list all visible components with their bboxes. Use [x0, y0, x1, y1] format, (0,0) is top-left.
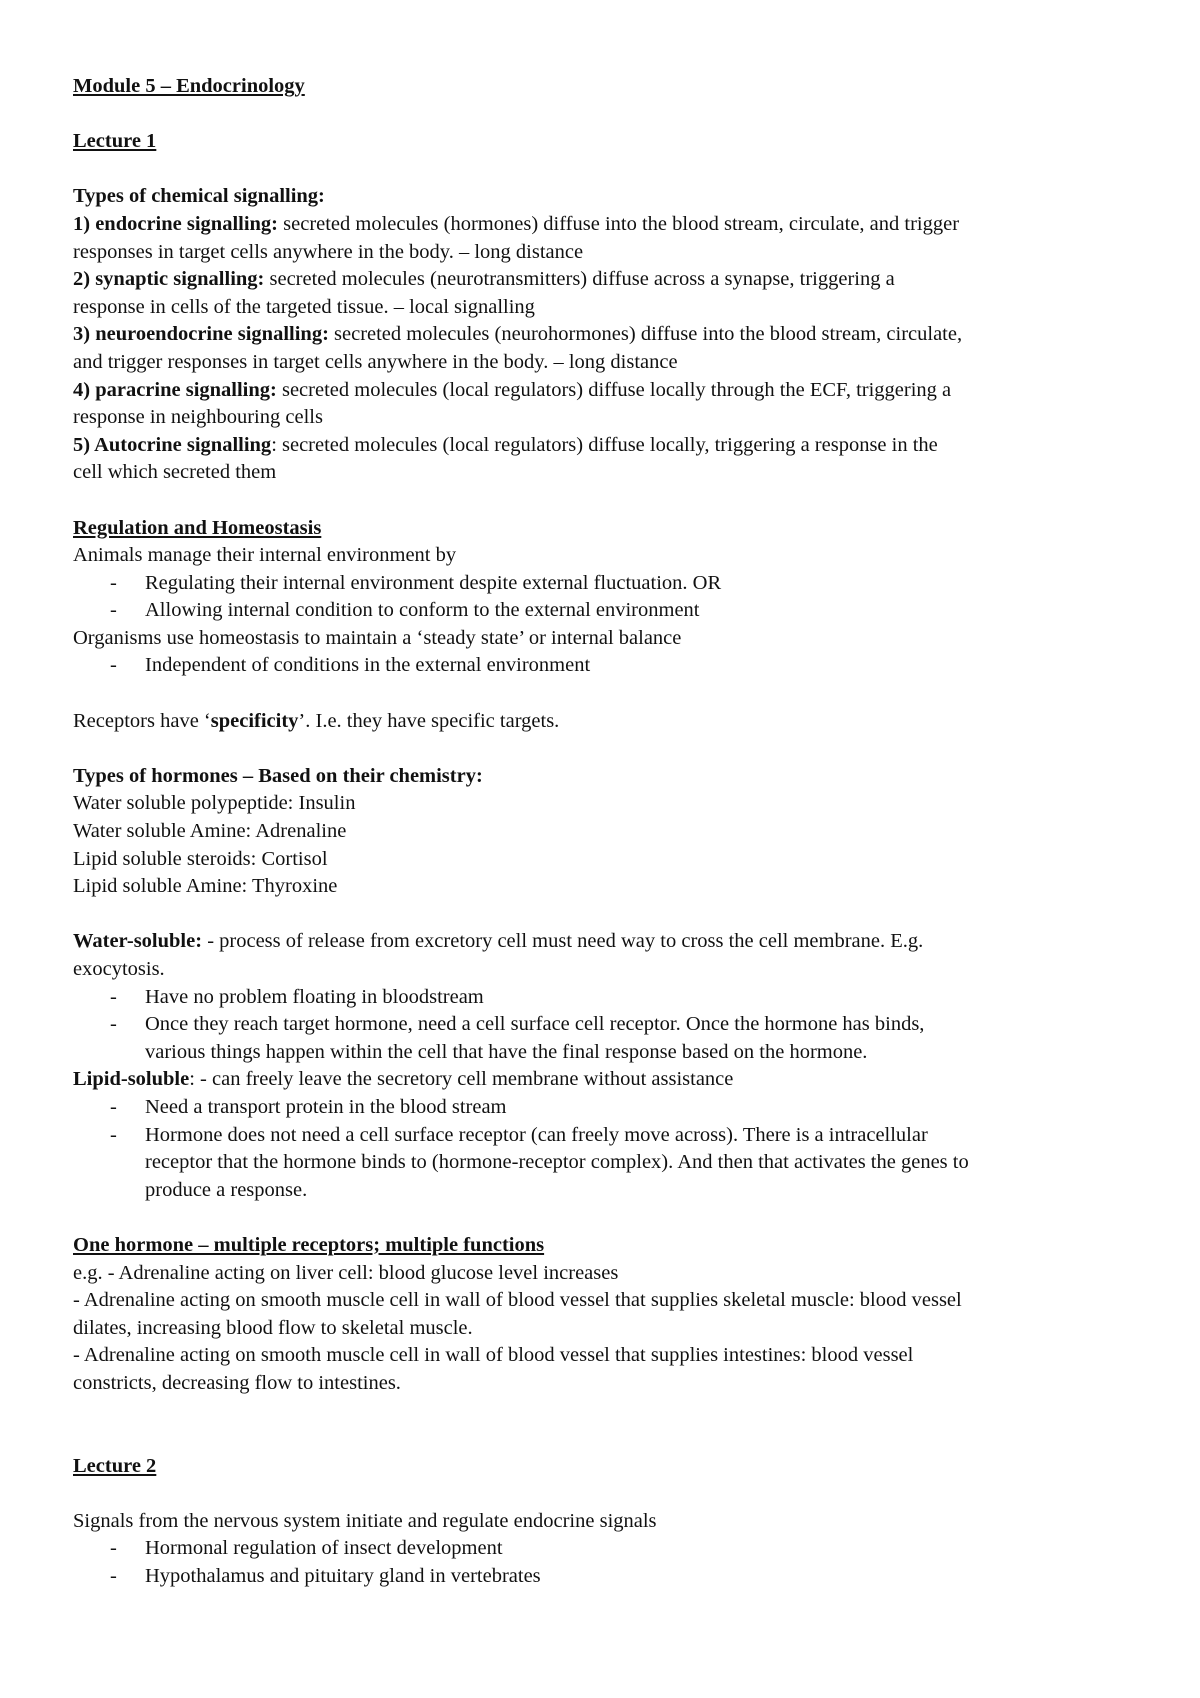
signalling-text: secreted molecules (neurotransmitters) diffuse across a synapse, triggering a — [264, 268, 895, 291]
water-soluble-list-item: - Once they reach target hormone, need a cell surface cell receptor. Once the hormone has binds, — [73, 1011, 1143, 1039]
document-page — [73, 73, 1143, 1591]
one-hormone-line: - Adrenaline acting on smooth muscle cell in wall of blood vessel that supplies intestines: blood vessel — [73, 1344, 914, 1367]
receptors-specificity — [73, 708, 1143, 736]
spacer — [73, 1425, 1143, 1453]
signalling-label: 2) synaptic signalling: — [73, 268, 265, 291]
module-title: Module 5 – Endocrinology — [73, 75, 305, 97]
spacer — [73, 101, 1143, 129]
water-soluble-list-item-cont: various things happen within the cell that have the final response based on the hormone. — [145, 1040, 868, 1063]
signalling-item-neuroendocrine-cont: and trigger responses in target cells anywhere in the body. – long distance — [73, 350, 678, 373]
signalling-item-paracrine — [73, 377, 1143, 405]
hormone-type-item: Water soluble Amine: Adrenaline — [73, 820, 347, 843]
homeostasis-text: Organisms use homeostasis to maintain a ‘steady state’ or internal balance — [73, 626, 682, 649]
water-soluble-list-item: - Have no problem floating in bloodstream — [73, 984, 1143, 1012]
receptors-post: ’. I.e. they have specific targets. — [298, 709, 560, 732]
regulation-heading: Regulation and Homeostasis — [73, 516, 322, 539]
spacer — [73, 901, 1143, 929]
lipid-soluble-text: : - can freely leave the secretory cell membrane without assistance — [189, 1068, 734, 1091]
lipid-soluble-paragraph — [73, 1066, 1143, 1094]
one-hormone-line: e.g. - Adrenaline acting on liver cell: blood glucose level increases — [73, 1261, 619, 1284]
lipid-soluble-label: Lipid-soluble — [73, 1068, 190, 1091]
signalling-label: 5) Autocrine signalling — [73, 433, 272, 456]
lipid-soluble-list-item: - Need a transport protein in the blood stream — [73, 1094, 1143, 1122]
lecture-2-heading: Lecture 2 — [73, 1454, 157, 1477]
signalling-text: secreted molecules (local regulators) diffuse locally through the ECF, triggering a — [276, 378, 952, 401]
signalling-item-autocrine-cont: cell which secreted them — [73, 461, 277, 484]
lipid-soluble-list-item: - Hormone does not need a cell surface receptor (can freely move across). There is a intracellular — [73, 1122, 1143, 1150]
one-hormone-line: - Adrenaline acting on smooth muscle cell in wall of blood vessel that supplies skeletal muscle: blood vessel — [73, 1289, 962, 1312]
homeostasis-list-item: - Independent of conditions in the external environment — [73, 652, 1143, 680]
spacer — [73, 1398, 1143, 1426]
signalling-label: 1) endocrine signalling: — [73, 212, 279, 235]
signalling-item-endocrine — [73, 211, 1143, 239]
spacer — [73, 1204, 1143, 1232]
hormone-types-heading-text: Types of hormones – Based on their chemistry: — [73, 764, 483, 787]
regulation-list-item: - Regulating their internal environment despite external fluctuation. OR — [73, 570, 1143, 598]
lecture-2-list-item: - Hypothalamus and pituitary gland in vertebrates — [73, 1563, 1143, 1591]
signalling-label: 3) neuroendocrine signalling: — [73, 323, 329, 346]
signalling-label: 4) paracrine signalling: — [73, 378, 277, 401]
hormone-type-item: Lipid soluble Amine: Thyroxine — [73, 875, 338, 898]
regulation-intro: Animals manage their internal environment by — [73, 544, 457, 567]
lipid-soluble-list-item-cont: receptor that the hormone binds to (hormone-receptor complex). And then that activates the genes to — [145, 1151, 969, 1174]
spacer — [73, 735, 1143, 763]
one-hormone-heading: One hormone – multiple receptors; multiple functions — [73, 1233, 545, 1256]
lecture-2-list-item: - Hormonal regulation of insect development — [73, 1535, 1143, 1563]
signalling-heading-text: Types of chemical signalling: — [73, 185, 325, 208]
signalling-item-synaptic-cont: response in cells of the targeted tissue. – local signalling — [73, 295, 535, 318]
one-hormone-line: constricts, decreasing flow to intestines. — [73, 1371, 401, 1394]
spacer — [73, 487, 1143, 515]
signalling-item-paracrine-cont: response in neighbouring cells — [73, 406, 323, 429]
hormone-type-item: Lipid soluble steroids: Cortisol — [73, 847, 328, 870]
hormone-type-item: Water soluble polypeptide: Insulin — [73, 792, 356, 815]
regulation-list-item: - Allowing internal condition to conform to the external environment — [73, 597, 1143, 625]
signalling-text: : secreted molecules (local regulators) diffuse locally, triggering a response in the — [271, 433, 938, 456]
signalling-item-synaptic — [73, 266, 1143, 294]
signalling-item-autocrine — [73, 432, 1143, 460]
signalling-heading — [73, 183, 1143, 211]
receptors-pre: Receptors have ‘ — [73, 709, 211, 732]
spacer — [73, 680, 1143, 708]
water-soluble-paragraph — [73, 928, 1143, 956]
receptors-specificity-term: specificity — [210, 709, 299, 732]
lecture-2-intro: Signals from the nervous system initiate and regulate endocrine signals — [73, 1509, 657, 1532]
lipid-soluble-list-item-cont: produce a response. — [145, 1178, 308, 1201]
hormone-types-heading — [73, 763, 1143, 791]
water-soluble-label: Water-soluble: — [73, 930, 203, 953]
water-soluble-cont: exocytosis. — [73, 958, 165, 980]
lecture-1-heading: Lecture 1 — [73, 130, 157, 153]
one-hormone-line: dilates, increasing blood flow to skeletal muscle. — [73, 1316, 473, 1339]
signalling-text: secreted molecules (neurohormones) diffuse into the blood stream, circulate, — [328, 323, 963, 346]
signalling-text: secreted molecules (hormones) diffuse into the blood stream, circulate, and trigger — [278, 212, 960, 235]
spacer — [73, 156, 1143, 184]
water-soluble-text: - process of release from excretory cell must need way to cross the cell membrane. E.g. — [202, 930, 924, 953]
signalling-item-neuroendocrine — [73, 321, 1143, 349]
signalling-item-endocrine-cont: responses in target cells anywhere in the body. – long distance — [73, 240, 584, 263]
spacer — [73, 1480, 1143, 1508]
